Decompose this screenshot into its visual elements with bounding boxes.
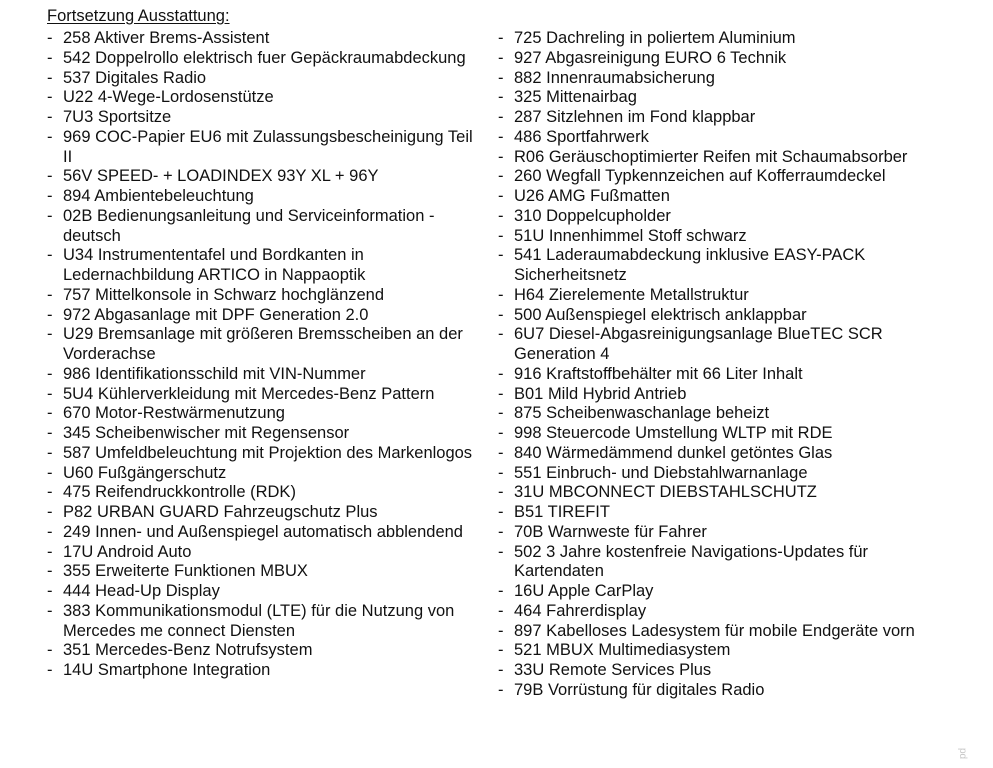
list-bullet: - xyxy=(47,384,53,403)
equipment-list-right xyxy=(498,29,926,701)
equipment-item-text: 17U Android Auto xyxy=(63,542,192,561)
equipment-item xyxy=(498,207,926,227)
equipment-item xyxy=(47,187,479,207)
equipment-item xyxy=(498,128,926,148)
equipment-item-text: 260 Wegfall Typkennzeichen auf Kofferraumdeckel xyxy=(514,167,886,186)
equipment-item xyxy=(47,286,479,306)
equipment-item xyxy=(498,227,926,247)
equipment-item xyxy=(47,108,479,128)
list-bullet: - xyxy=(498,127,504,146)
list-bullet: - xyxy=(498,285,504,304)
equipment-item-text: 31U MBCONNECT DIEBSTAHLSCHUTZ xyxy=(514,483,817,502)
equipment-item-text: 670 Motor-Restwärmenutzung xyxy=(63,404,285,423)
equipment-item xyxy=(47,88,479,108)
equipment-item-text: 551 Einbruch- und Diebstahlwarnanlage xyxy=(514,463,808,482)
equipment-item-text: 16U Apple CarPlay xyxy=(514,582,654,600)
equipment-item-text: 897 Kabelloses Ladesystem für mobile Endgeräte vorn xyxy=(514,621,915,640)
list-bullet: - xyxy=(498,68,504,87)
equipment-item xyxy=(498,325,926,365)
equipment-item xyxy=(47,246,479,286)
equipment-item xyxy=(498,187,926,207)
equipment-item xyxy=(47,444,479,464)
equipment-item-text: 986 Identifikationsschild mit VIN-Nummer xyxy=(63,364,366,383)
list-bullet: - xyxy=(498,503,504,521)
equipment-item-text: 444 Head-Up Display xyxy=(63,582,220,600)
equipment-list-left xyxy=(47,29,479,681)
list-bullet: - xyxy=(47,562,53,581)
equipment-item xyxy=(498,622,926,642)
equipment-item-text: 383 Kommunikationsmodul (LTE) für die Nutzung von Mercedes me connect Diensten xyxy=(63,601,455,640)
equipment-item xyxy=(47,29,479,49)
list-bullet: - xyxy=(47,108,53,126)
list-bullet: - xyxy=(47,601,53,620)
list-bullet: - xyxy=(47,187,53,205)
list-bullet: - xyxy=(47,424,53,442)
equipment-item xyxy=(47,49,479,69)
equipment-item xyxy=(498,385,926,405)
equipment-item-text: 355 Erweiterte Funktionen MBUX xyxy=(63,562,308,581)
equipment-item-text: 56V SPEED- + LOADINDEX 93Y XL + 96Y xyxy=(63,167,379,186)
list-bullet: - xyxy=(498,226,504,245)
list-bullet: - xyxy=(498,187,504,205)
list-bullet: - xyxy=(498,325,504,344)
equipment-item-text: 345 Scheibenwischer mit Regensensor xyxy=(63,424,350,442)
equipment-item xyxy=(47,661,479,681)
list-bullet: - xyxy=(498,582,504,600)
equipment-item-text: 7U3 Sportsitze xyxy=(63,108,172,126)
list-bullet: - xyxy=(498,384,504,403)
list-bullet: - xyxy=(47,364,53,383)
equipment-item xyxy=(47,69,479,89)
list-bullet: - xyxy=(498,29,504,47)
equipment-item-text: 6U7 Diesel-Abgasreinigungsanlage BlueTEC SCR Generation 4 xyxy=(514,325,883,363)
equipment-item-text: 521 MBUX Multimediasystem xyxy=(514,641,731,660)
equipment-item-text: 51U Innenhimmel Stoff schwarz xyxy=(514,226,747,245)
equipment-item xyxy=(498,167,926,187)
list-bullet: - xyxy=(47,661,53,679)
list-bullet: - xyxy=(47,325,53,344)
list-bullet: - xyxy=(498,88,504,107)
list-bullet: - xyxy=(498,680,504,699)
equipment-item-text: 5U4 Kühlerverkleidung mit Mercedes-Benz Pattern xyxy=(63,384,435,403)
list-bullet: - xyxy=(47,483,53,502)
list-bullet: - xyxy=(498,305,504,324)
list-bullet: - xyxy=(47,29,53,47)
list-bullet: - xyxy=(47,285,53,304)
equipment-item xyxy=(47,128,479,168)
equipment-item xyxy=(498,148,926,168)
equipment-item xyxy=(498,365,926,385)
equipment-item-text: P82 URBAN GUARD Fahrzeugschutz Plus xyxy=(63,503,378,521)
list-bullet: - xyxy=(498,246,504,265)
equipment-item xyxy=(498,661,926,681)
equipment-item xyxy=(47,207,479,247)
list-bullet: - xyxy=(498,463,504,482)
equipment-item xyxy=(47,582,479,602)
equipment-item xyxy=(498,29,926,49)
equipment-item xyxy=(47,385,479,405)
equipment-item-text: 464 Fahrerdisplay xyxy=(514,601,647,620)
list-bullet: - xyxy=(47,246,53,265)
equipment-item xyxy=(498,464,926,484)
equipment-item xyxy=(498,404,926,424)
equipment-item xyxy=(498,602,926,622)
equipment-item xyxy=(498,246,926,286)
list-bullet: - xyxy=(47,48,53,67)
list-bullet: - xyxy=(498,522,504,541)
list-bullet: - xyxy=(47,503,53,521)
list-bullet: - xyxy=(498,167,504,186)
list-bullet: - xyxy=(498,404,504,423)
equipment-item xyxy=(47,483,479,503)
list-bullet: - xyxy=(498,48,504,67)
equipment-item-text: B51 TIREFIT xyxy=(514,503,610,521)
equipment-item-text: 249 Innen- und Außenspiegel automatisch abblendend xyxy=(63,522,463,541)
equipment-item xyxy=(47,602,479,642)
list-bullet: - xyxy=(47,542,53,561)
corner-watermark: pd xyxy=(957,748,968,760)
equipment-item-text: U29 Bremsanlage mit größeren Bremsscheiben an der Vorderachse xyxy=(63,325,463,363)
equipment-item xyxy=(498,582,926,602)
equipment-item-text: 541 Laderaumabdeckung inklusive EASY-PACK Sicherheitsnetz xyxy=(514,246,866,284)
equipment-item-text: 894 Ambientebeleuchtung xyxy=(63,187,254,205)
equipment-item xyxy=(47,464,479,484)
equipment-item-text: U60 Fußgängerschutz xyxy=(63,463,227,482)
equipment-item-text: 972 Abgasanlage mit DPF Generation 2.0 xyxy=(63,305,369,324)
list-bullet: - xyxy=(498,206,504,225)
equipment-item xyxy=(47,365,479,385)
equipment-item-text: 325 Mittenairbag xyxy=(514,88,637,107)
list-bullet: - xyxy=(498,443,504,462)
list-bullet: - xyxy=(498,661,504,679)
equipment-item-text: 14U Smartphone Integration xyxy=(63,661,271,679)
equipment-item-text: 916 Kraftstoffbehälter mit 66 Liter Inhalt xyxy=(514,364,803,383)
list-bullet: - xyxy=(47,522,53,541)
equipment-item-text: 310 Doppelcupholder xyxy=(514,206,671,225)
equipment-item xyxy=(498,88,926,108)
equipment-item-text: H64 Zierelemente Metallstruktur xyxy=(514,285,749,304)
equipment-item-text: R06 Geräuschoptimierter Reifen mit Schaumabsorber xyxy=(514,147,908,166)
section-heading: Fortsetzung Ausstattung: xyxy=(47,7,230,25)
equipment-item xyxy=(498,641,926,661)
equipment-item-text: 79B Vorrüstung für digitales Radio xyxy=(514,680,765,699)
equipment-item-text: 351 Mercedes-Benz Notrufsystem xyxy=(63,641,313,660)
equipment-item xyxy=(47,167,479,187)
equipment-item-text: 537 Digitales Radio xyxy=(63,68,207,87)
equipment-item-text: 875 Scheibenwaschanlage beheizt xyxy=(514,404,770,423)
equipment-item-text: 500 Außenspiegel elektrisch anklappbar xyxy=(514,305,807,324)
equipment-item-text: U26 AMG Fußmatten xyxy=(514,187,670,205)
list-bullet: - xyxy=(47,167,53,186)
equipment-item xyxy=(47,306,479,326)
equipment-item xyxy=(498,503,926,523)
equipment-item-text: 927 Abgasreinigung EURO 6 Technik xyxy=(514,48,787,67)
list-bullet: - xyxy=(47,127,53,146)
equipment-item xyxy=(498,444,926,464)
equipment-item-text: 502 3 Jahre kostenfreie Navigations-Updates für Kartendaten xyxy=(514,542,869,581)
list-bullet: - xyxy=(498,601,504,620)
equipment-item xyxy=(498,424,926,444)
list-bullet: - xyxy=(47,463,53,482)
equipment-item xyxy=(498,108,926,128)
list-bullet: - xyxy=(498,147,504,166)
equipment-item-text: 33U Remote Services Plus xyxy=(514,661,712,679)
equipment-item-text: 840 Wärmedämmend dunkel getöntes Glas xyxy=(514,443,833,462)
list-bullet: - xyxy=(47,88,53,107)
equipment-item xyxy=(47,503,479,523)
list-bullet: - xyxy=(498,424,504,442)
list-bullet: - xyxy=(498,483,504,502)
equipment-item-text: 542 Doppelrollo elektrisch fuer Gepäckraumabdeckung xyxy=(63,48,466,67)
equipment-item-text: 287 Sitzlehnen im Fond klappbar xyxy=(514,108,756,126)
equipment-item xyxy=(498,483,926,503)
list-bullet: - xyxy=(498,108,504,126)
equipment-item-text: B01 Mild Hybrid Antrieb xyxy=(514,384,687,403)
equipment-item xyxy=(47,523,479,543)
equipment-item xyxy=(498,286,926,306)
list-bullet: - xyxy=(47,404,53,423)
list-bullet: - xyxy=(47,305,53,324)
equipment-item-text: U34 Instrumententafel und Bordkanten in Ledernachbildung ARTICO in Nappaoptik xyxy=(63,246,366,284)
equipment-item xyxy=(498,681,926,701)
equipment-item-text: 02B Bedienungsanleitung und Serviceinformation - deutsch xyxy=(63,206,435,245)
list-bullet: - xyxy=(47,443,53,462)
equipment-item xyxy=(47,404,479,424)
equipment-item-text: 475 Reifendruckkontrolle (RDK) xyxy=(63,483,296,502)
equipment-item-text: 258 Aktiver Brems-Assistent xyxy=(63,29,270,47)
equipment-item xyxy=(47,325,479,365)
equipment-item-text: 882 Innenraumabsicherung xyxy=(514,68,715,87)
list-bullet: - xyxy=(498,542,504,561)
equipment-item-text: 486 Sportfahrwerk xyxy=(514,127,649,146)
list-bullet: - xyxy=(47,68,53,87)
equipment-item-text: 969 COC-Papier EU6 mit Zulassungsbescheinigung Teil II xyxy=(63,127,473,166)
equipment-item xyxy=(498,306,926,326)
equipment-item xyxy=(498,523,926,543)
list-bullet: - xyxy=(47,641,53,660)
equipment-item xyxy=(47,641,479,661)
equipment-item xyxy=(498,543,926,583)
list-bullet: - xyxy=(498,641,504,660)
equipment-item xyxy=(498,69,926,89)
equipment-item-text: U22 4-Wege-Lordosenstütze xyxy=(63,88,274,107)
equipment-item-text: 757 Mittelkonsole in Schwarz hochglänzend xyxy=(63,285,385,304)
equipment-item-text: 587 Umfeldbeleuchtung mit Projektion des Markenlogos xyxy=(63,443,473,462)
equipment-item-text: 725 Dachreling in poliertem Aluminium xyxy=(514,29,796,47)
list-bullet: - xyxy=(47,582,53,600)
list-bullet: - xyxy=(47,206,53,225)
equipment-item xyxy=(47,424,479,444)
equipment-item xyxy=(498,49,926,69)
equipment-item-text: 70B Warnweste für Fahrer xyxy=(514,522,707,541)
list-bullet: - xyxy=(498,621,504,640)
list-bullet: - xyxy=(498,364,504,383)
equipment-item-text: 998 Steuercode Umstellung WLTP mit RDE xyxy=(514,424,833,442)
equipment-item xyxy=(47,543,479,563)
equipment-item xyxy=(47,562,479,582)
